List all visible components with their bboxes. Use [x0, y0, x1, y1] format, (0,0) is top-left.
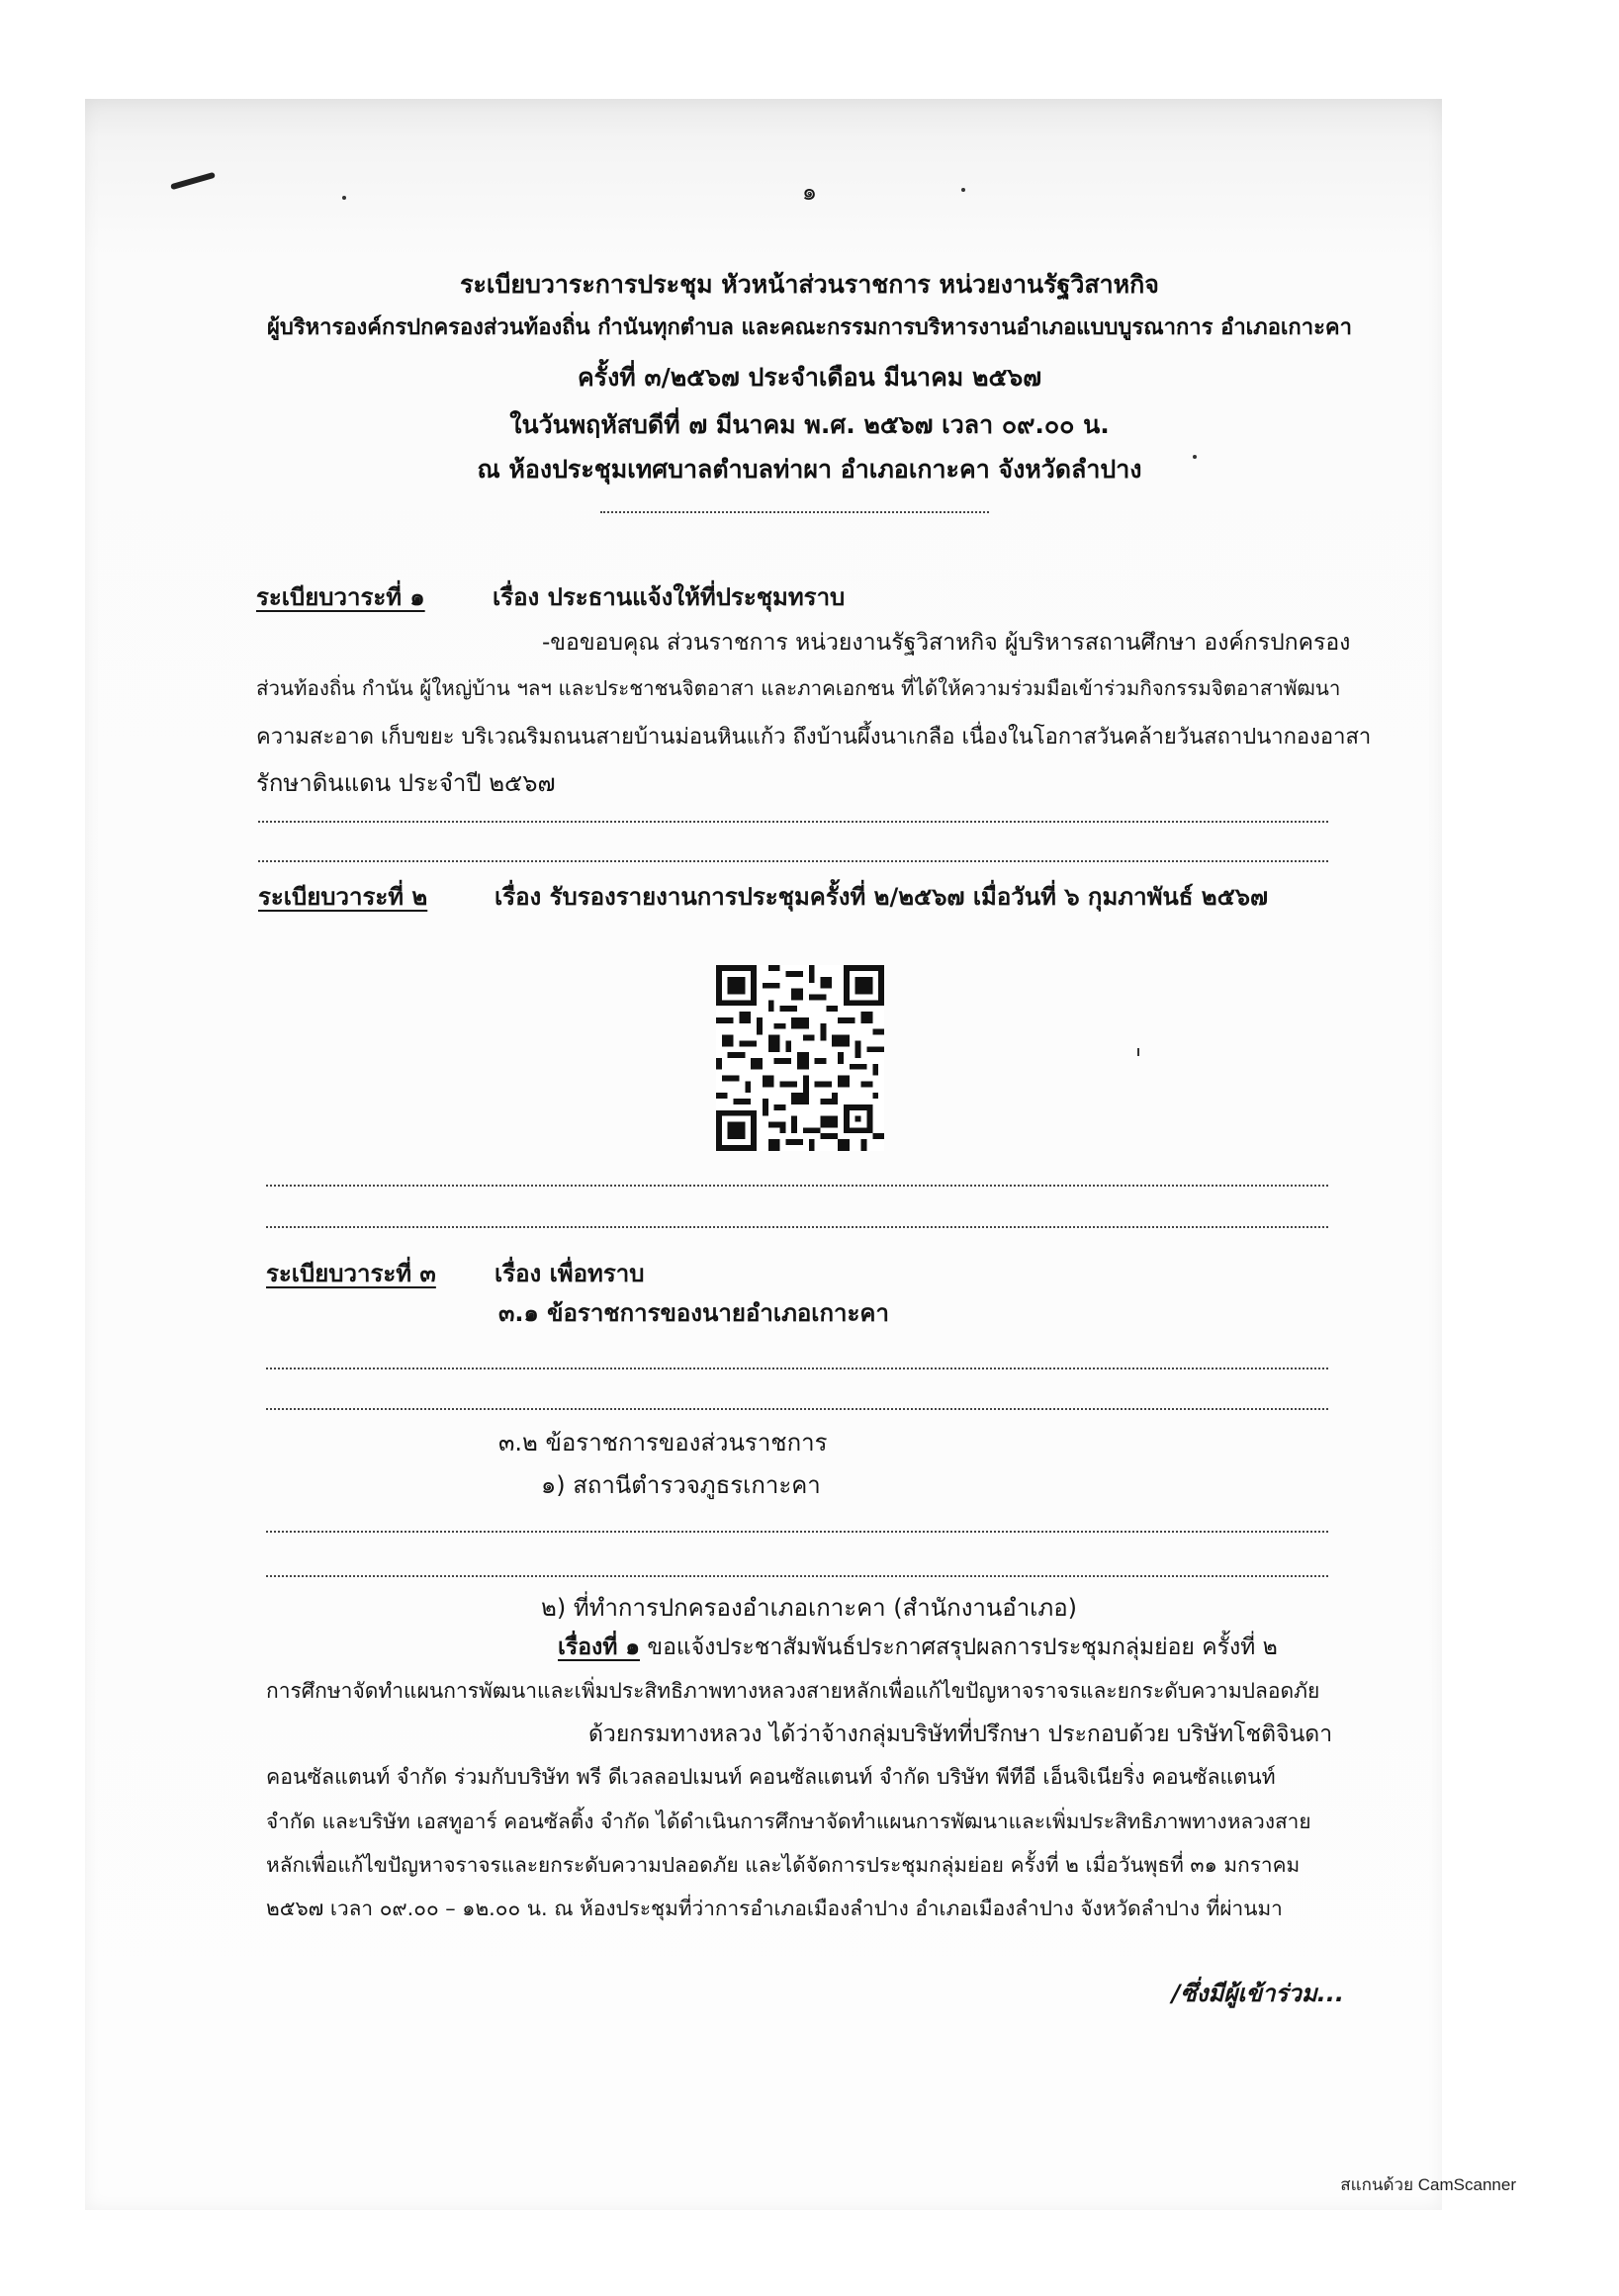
- fill-in-line: [266, 1368, 1328, 1369]
- header-separator: [600, 511, 989, 513]
- fill-in-line: [266, 1531, 1328, 1533]
- matter-1-line: จำกัด และบริษัท เอสทูอาร์ คอนซัลติ้ง จำกัด ได้ดำเนินการศึกษาจัดทำแผนการพัฒนาและเพิ่มประสิทธิภาพทางหลวงสาย: [266, 1810, 1311, 1833]
- header-line-2: ผู้บริหารองค์กรปกครองส่วนท้องถิ่น กำนันทุกตำบล และคณะกรรมการบริหารงานอำเภอแบบบูรณาการ อำเภอเกาะคา: [267, 315, 1352, 340]
- fill-in-line: [258, 860, 1328, 862]
- matter-1-first: ขอแจ้งประชาสัมพันธ์ประกาศสรุปผลการประชุมกลุ่มย่อย ครั้งที่ ๒: [640, 1634, 1278, 1660]
- agenda-1-label: ระเบียบวาระที่ ๑: [256, 583, 425, 611]
- agenda-3-sub-1: ๓.๑ ข้อราชการของนายอำเภอเกาะคา: [498, 1299, 889, 1327]
- agenda-3-sub-2: ๓.๒ ข้อราชการของส่วนราชการ: [498, 1429, 828, 1457]
- fill-in-line: [266, 1408, 1328, 1410]
- agenda-1-line: -ขอขอบคุณ ส่วนราชการ หน่วยงานรัฐวิสาหกิจ ผู้บริหารสถานศึกษา องค์กรปกครอง: [542, 630, 1351, 656]
- agenda-3-item-1: ๑) สถานีตำรวจภูธรเกาะคา: [541, 1471, 821, 1499]
- matter-1-line: หลักเพื่อแก้ไขปัญหาจราจรและยกระดับความปลอดภัย และได้จัดการประชุมกลุ่มย่อย ครั้งที่ ๒ เมื่อวันพุธที่ ๓๑ มกราคม: [266, 1853, 1301, 1877]
- header-line-3: ครั้งที่ ๓/๒๕๖๗ ประจำเดือน มีนาคม ๒๕๖๗: [577, 363, 1042, 392]
- agenda-1-line: ส่วนท้องถิ่น กำนัน ผู้ใหญ่บ้าน ฯลฯ และประชาชนจิตอาสา และภาคเอกชน ที่ได้ให้ความร่วมมือเข้าร่วมกิจกรรมจิตอาสาพัฒนา: [256, 676, 1341, 700]
- fill-in-line: [266, 1185, 1328, 1187]
- matter-1-label: เรื่องที่ ๑: [558, 1634, 641, 1660]
- matter-1-line: คอนซัลแตนท์ จำกัด ร่วมกับบริษัท พรี ดีเวลลอปเมนท์ คอนซัลแตนท์ จำกัด บริษัท พีทีอี เอ็นจิเนียริ่ง คอนซัลแตนท์: [266, 1765, 1276, 1790]
- agenda-1-line: รักษาดินแดน ประจำปี ๒๕๖๗: [256, 769, 556, 797]
- agenda-3-topic: เรื่อง เพื่อทราบ: [495, 1260, 645, 1287]
- continuation-note: /ซึ่งมีผู้เข้าร่วม...: [1171, 1980, 1344, 2007]
- agenda-3-label: ระเบียบวาระที่ ๓: [266, 1260, 436, 1287]
- matter-1-line: การศึกษาจัดทำแผนการพัฒนาและเพิ่มประสิทธิภาพทางหลวงสายหลักเพื่อแก้ไขปัญหาจราจรและยกระดับความปลอดภัย: [266, 1679, 1320, 1703]
- agenda-1-topic: เรื่อง ประธานแจ้งให้ที่ประชุมทราบ: [493, 583, 846, 611]
- agenda-2-topic: เรื่อง รับรองรายงานการประชุมครั้งที่ ๒/๒๕๖๗ เมื่อวันที่ ๖ กุมภาพันธ์ ๒๕๖๗: [495, 883, 1269, 911]
- matter-1-line: ด้วยกรมทางหลวง ได้ว่าจ้างกลุ่มบริษัทที่ปรึกษา ประกอบด้วย บริษัทโชติจินดา: [588, 1722, 1333, 1747]
- matter-1-line: ๒๕๖๗ เวลา ๐๙.๐๐ – ๑๒.๐๐ น. ณ ห้องประชุมที่ว่าการอำเภอเมืองลำปาง อำเภอเมืองลำปาง จังหวัดลำปาง ที่ผ่านมา: [266, 1897, 1283, 1920]
- qr-code[interactable]: [716, 965, 884, 1151]
- header-line-5: ณ ห้องประชุมเทศบาลตำบลท่าผา อำเภอเกาะคา จังหวัดลำปาง: [477, 455, 1142, 484]
- header-line-1: ระเบียบวาระการประชุม หัวหน้าส่วนราชการ หน่วยงานรัฐวิสาหกิจ: [460, 270, 1159, 299]
- agenda-3-item-2: ๒) ที่ทำการปกครองอำเภอเกาะคา (สำนักงานอำเภอ): [541, 1594, 1077, 1622]
- speck: [1137, 1048, 1139, 1056]
- header-line-4: ในวันพฤหัสบดีที่ ๗ มีนาคม พ.ศ. ๒๕๖๗ เวลา ๐๙.๐๐ น.: [509, 410, 1110, 439]
- scanner-watermark: สแกนด้วย CamScanner: [1340, 2175, 1516, 2194]
- fill-in-line: [266, 1226, 1328, 1228]
- page-number: ๑: [801, 178, 818, 206]
- fill-in-line: [266, 1575, 1328, 1577]
- agenda-1-line: ความสะอาด เก็บขยะ บริเวณริมถนนสายบ้านม่อนหินแก้ว ถึงบ้านผึ้งนาเกลือ เนื่องในโอกาสวันคล้ายวันสถาปนากองอาสา: [256, 725, 1372, 750]
- agenda-2-label: ระเบียบวาระที่ ๒: [258, 883, 428, 911]
- fill-in-line: [258, 821, 1328, 823]
